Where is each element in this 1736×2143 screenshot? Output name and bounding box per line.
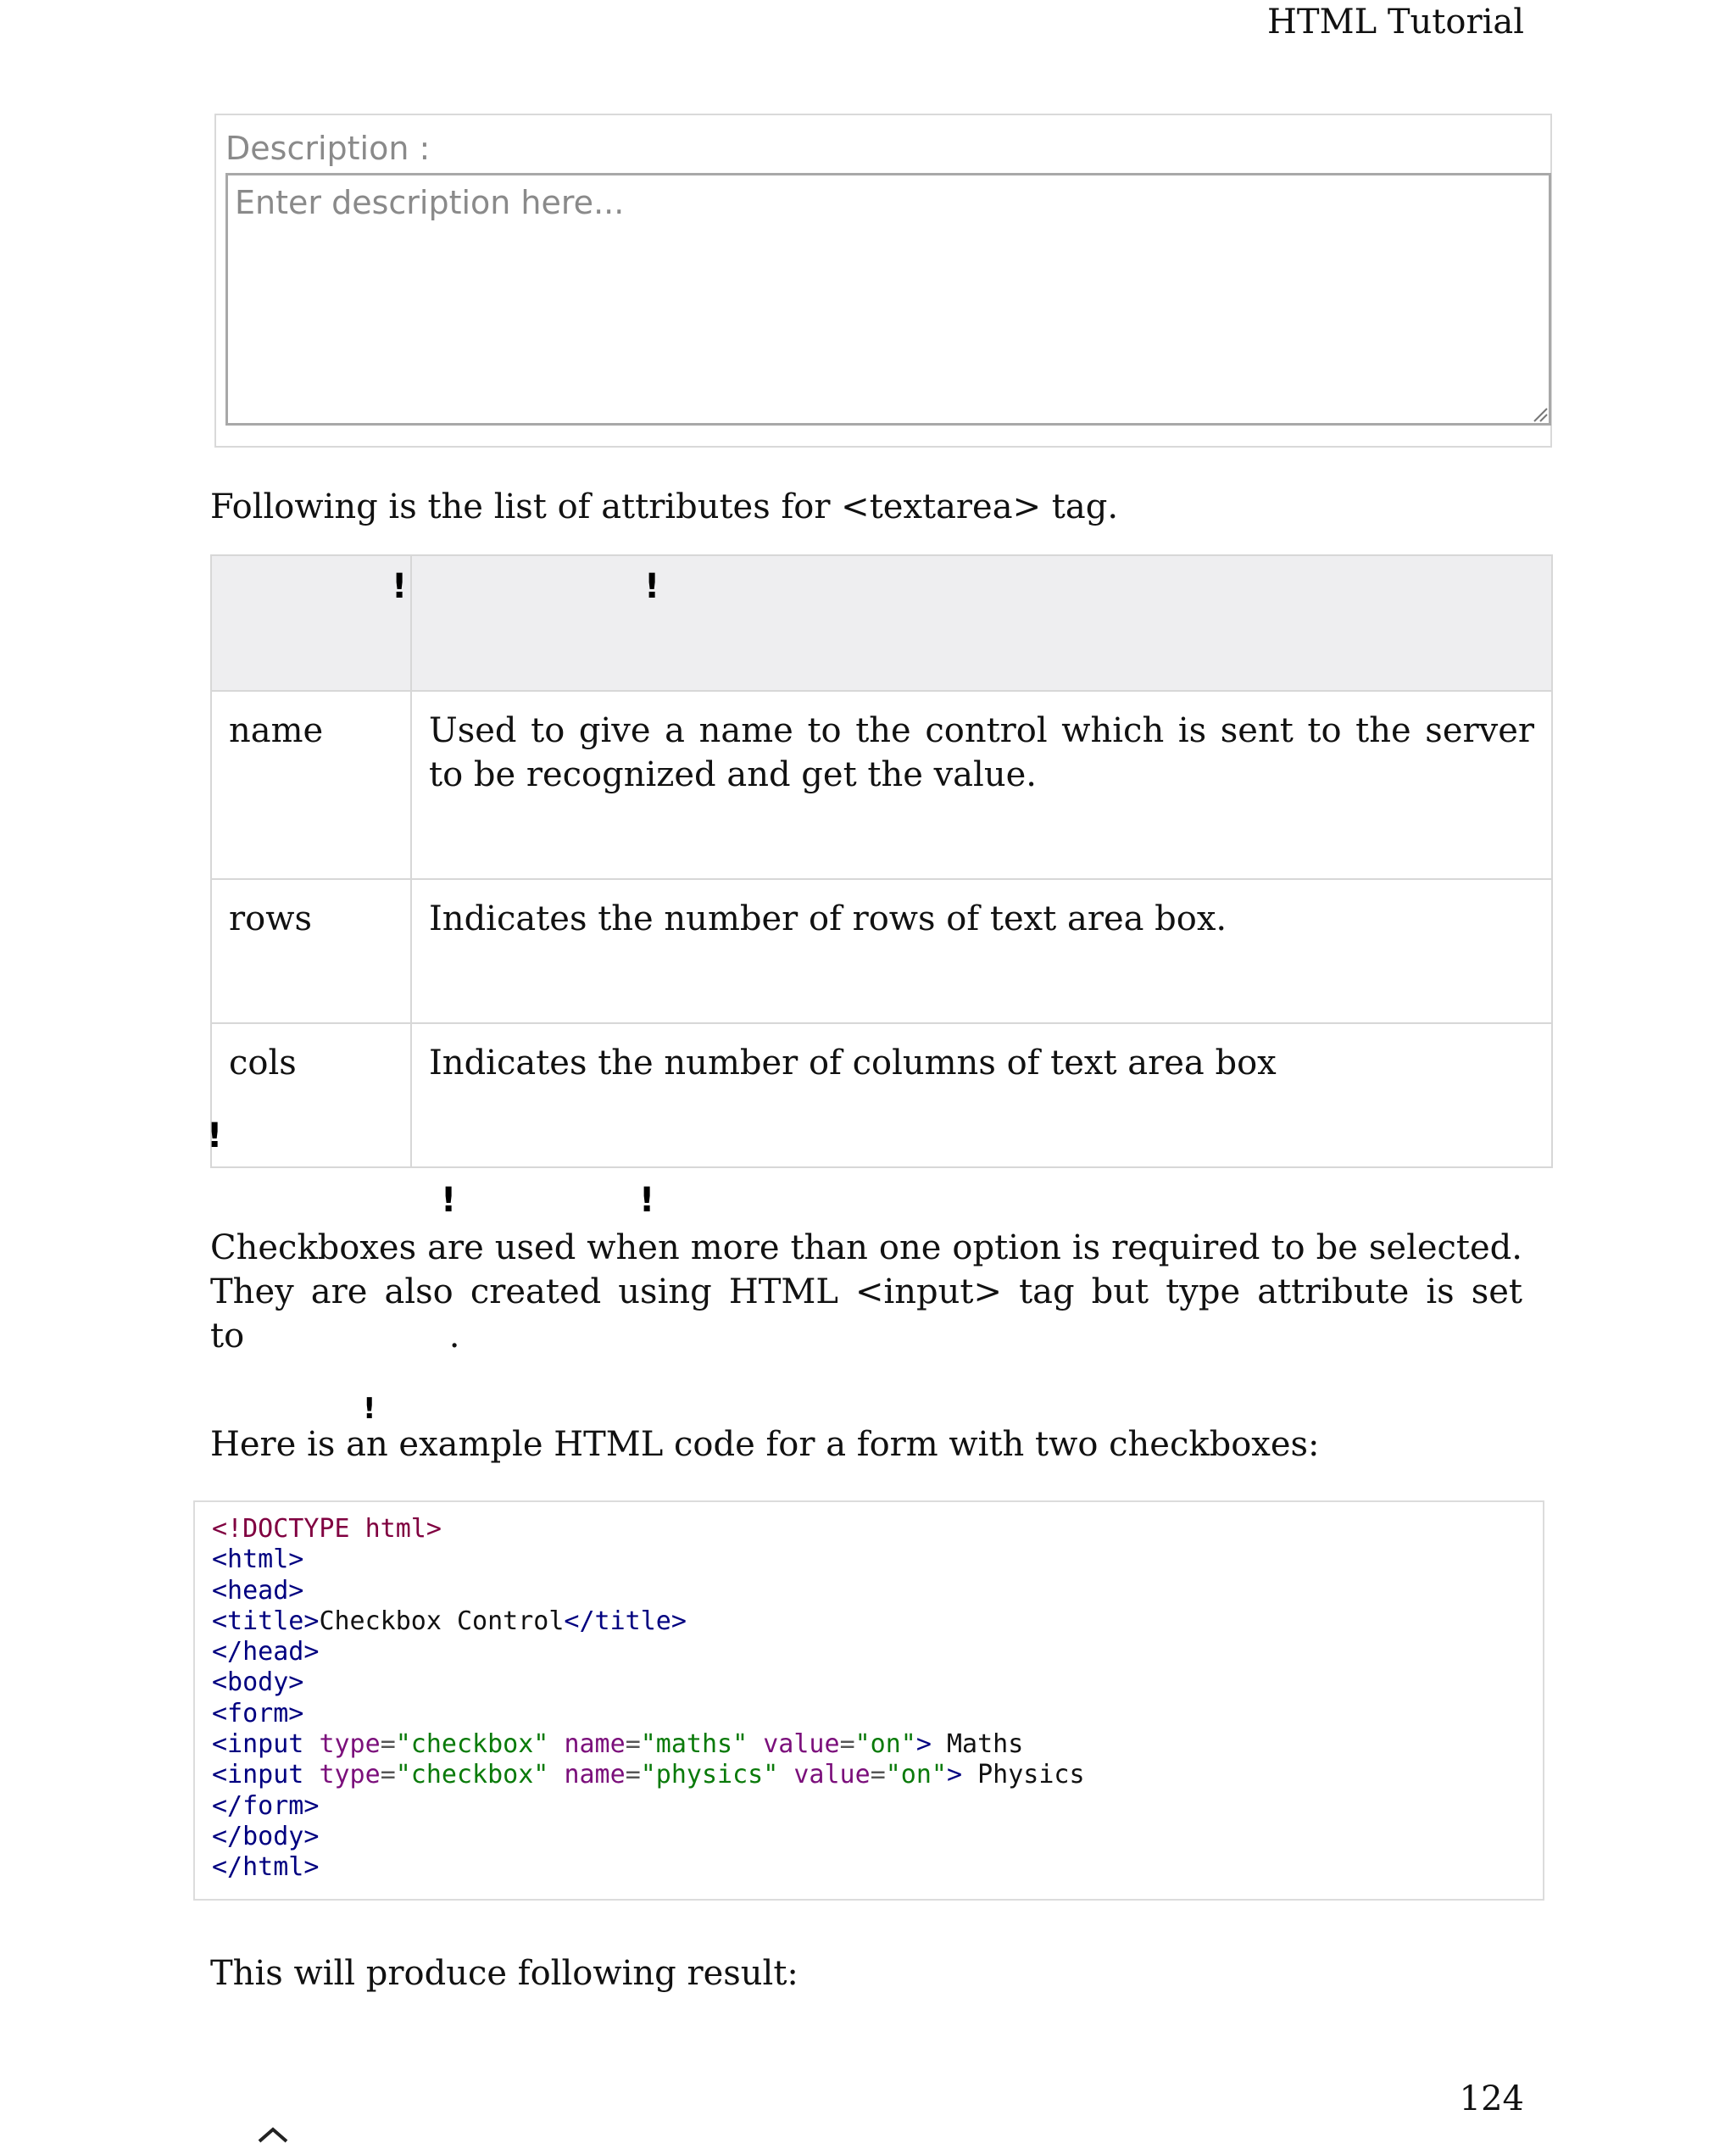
header-mark: ! xyxy=(644,567,660,606)
code-token: "maths" xyxy=(640,1729,748,1760)
code-token: <input xyxy=(212,1729,304,1760)
running-header: HTML Tutorial xyxy=(1267,3,1524,42)
code-token: Maths xyxy=(947,1729,1024,1760)
caret-up-icon xyxy=(254,2126,292,2143)
code-token: </title> xyxy=(564,1606,687,1636)
resize-grip-icon[interactable] xyxy=(1531,405,1548,422)
table-header-row xyxy=(211,555,1552,691)
attribute-cell: name xyxy=(211,691,411,879)
example-intro: Here is an example HTML code for a form with two checkboxes: xyxy=(210,1425,1320,1464)
code-line xyxy=(212,1791,1526,1822)
attributes-table xyxy=(210,554,1553,1168)
section-mark: ! xyxy=(441,1181,457,1220)
code-token: <!DOCTYPE html> xyxy=(212,1514,442,1544)
code-token: "physics" xyxy=(640,1760,779,1790)
description-cell: Indicates the number of rows of text area box. xyxy=(411,879,1552,1023)
code-block xyxy=(193,1500,1544,1901)
code-line xyxy=(212,1852,1526,1883)
code-token: <title> xyxy=(212,1606,320,1636)
page-number: 124 xyxy=(1459,2079,1524,2118)
code-token: </head> xyxy=(212,1637,320,1667)
header-cell-attribute xyxy=(211,555,411,691)
code-token: value xyxy=(763,1729,840,1760)
code-token: <body> xyxy=(212,1667,304,1698)
description-label: Description : xyxy=(225,130,431,167)
header-mark: ! xyxy=(392,567,408,606)
code-token: type xyxy=(319,1760,381,1790)
code-line xyxy=(212,1637,1526,1667)
code-token: = xyxy=(380,1729,396,1760)
code-token: "checkbox" xyxy=(395,1760,549,1790)
checkbox-paragraph-end: to . xyxy=(210,1316,460,1355)
code-token: > xyxy=(915,1729,932,1760)
checkbox-paragraph: Checkboxes are used when more than one option is required to be selected. They are also created using HTML <input> tag but type attribute is set xyxy=(210,1228,1522,1311)
code-token: </form> xyxy=(212,1790,320,1821)
description-cell: Used to give a name to the control which is sent to the server to be recognized and get the value. xyxy=(411,691,1552,879)
code-line xyxy=(212,1822,1526,1852)
description-textarea[interactable] xyxy=(225,173,1551,426)
code-token: </body> xyxy=(212,1821,320,1851)
code-token: type xyxy=(319,1729,381,1760)
code-token: <html> xyxy=(212,1545,304,1575)
code-line xyxy=(212,1576,1526,1606)
code-token: > xyxy=(947,1760,963,1790)
code-token: = xyxy=(839,1729,855,1760)
code-token: name xyxy=(564,1760,626,1790)
code-token: <input xyxy=(212,1760,304,1790)
code-token: <head> xyxy=(212,1575,304,1606)
code-line xyxy=(212,1699,1526,1729)
code-token: = xyxy=(380,1760,396,1790)
attribute-cell: rows xyxy=(211,879,411,1023)
description-cell: Indicates the number of columns of text area box xyxy=(411,1023,1552,1167)
section-mark: ! xyxy=(639,1181,655,1220)
code-token: </html> xyxy=(212,1852,320,1883)
code-token: = xyxy=(625,1729,641,1760)
result-intro: This will produce following result: xyxy=(210,1954,798,1993)
table-row xyxy=(211,691,1552,879)
code-token: Physics xyxy=(977,1760,1085,1790)
section-mark: ! xyxy=(363,1392,376,1426)
attribute-cell: cols xyxy=(211,1023,411,1167)
code-token: name xyxy=(564,1729,626,1760)
code-line xyxy=(212,1514,1526,1545)
table-row xyxy=(211,879,1552,1023)
code-token: "on" xyxy=(885,1760,947,1790)
code-token: <form> xyxy=(212,1698,304,1728)
code-token: "on" xyxy=(854,1729,916,1760)
code-token: value xyxy=(793,1760,871,1790)
code-token: = xyxy=(870,1760,886,1790)
code-line xyxy=(212,1729,1526,1760)
header-cell-description xyxy=(411,555,1552,691)
code-line xyxy=(212,1545,1526,1575)
code-token: Checkbox Control xyxy=(319,1606,565,1636)
attributes-intro: Following is the list of attributes for <textarea> tag. xyxy=(210,487,1119,526)
code-line xyxy=(212,1606,1526,1637)
code-token: "checkbox" xyxy=(395,1729,549,1760)
section-mark: ! xyxy=(207,1116,223,1155)
table-row xyxy=(211,1023,1552,1167)
code-token: = xyxy=(625,1760,641,1790)
code-line xyxy=(212,1760,1526,1790)
code-line xyxy=(212,1667,1526,1698)
